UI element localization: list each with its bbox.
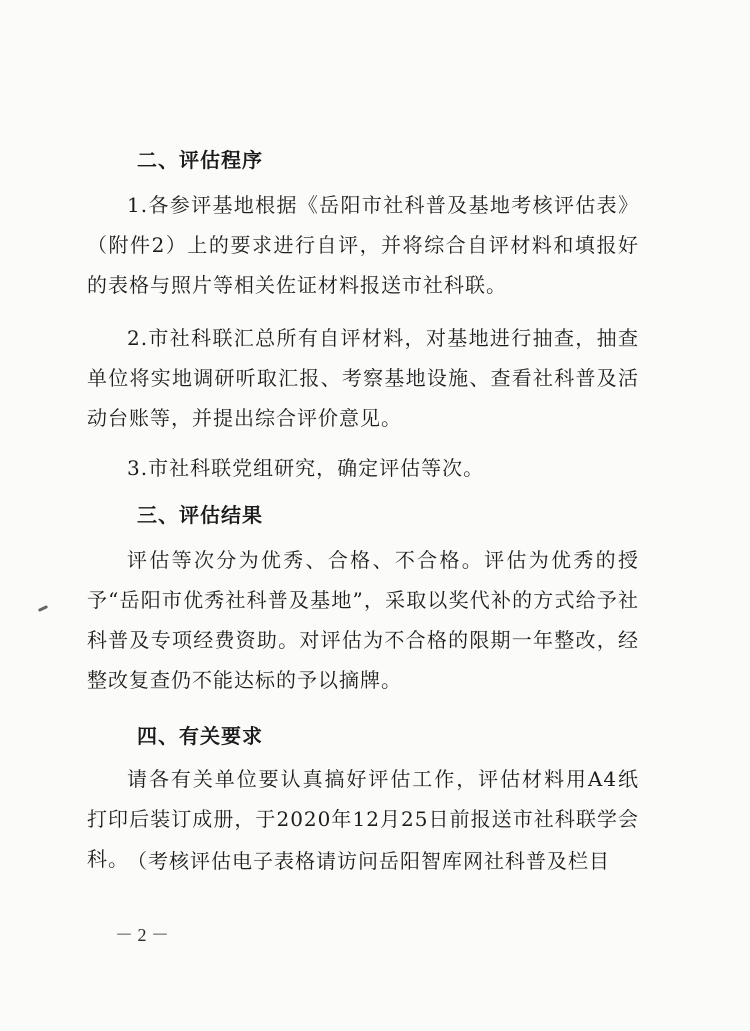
- paragraph-evaluation-results: 评估等次分为优秀、合格、不合格。评估为优秀的授予“岳阳市优秀社科普及基地”，采取以奖代补的方式给予社科普及专项经费资助。对评估为不合格的限期一年整改，经整改复查仍不能达标的予以摘牌。: [87, 548, 639, 692]
- paragraph-procedure-step-3: 3.市社科联党组研究，确定评估等次。: [127, 456, 485, 480]
- section-heading-requirements: 四、有关要求: [137, 724, 263, 748]
- paragraph-requirements: 请各有关单位要认真搞好评估工作，评估材料用A4纸打印后装订成册，于2020年12月25日前报送市社科联学会科。: [87, 767, 639, 871]
- section-heading-evaluation-procedure: 二、评估程序: [137, 148, 263, 172]
- paragraph-requirements-note: （考核评估电子表格请访问岳阳智库网社科普及栏目: [127, 849, 610, 873]
- section-heading-evaluation-results: 三、评估结果: [137, 503, 263, 527]
- page-number: － 2 －: [115, 925, 169, 945]
- paragraph-procedure-step-1: 1.各参评基地根据《岳阳市社科普及基地考核评估表》（附件2）上的要求进行自评，并将综合自评材料和填报好的表格与照片等相关佐证材料报送市社科联。: [87, 193, 639, 297]
- margin-pen-mark: [38, 605, 48, 612]
- paragraph-procedure-step-2: 2.市社科联汇总所有自评材料，对基地进行抽查，抽查单位将实地调研听取汇报、考察基地设施、查看社科普及活动台账等，并提出综合评价意见。: [87, 326, 639, 430]
